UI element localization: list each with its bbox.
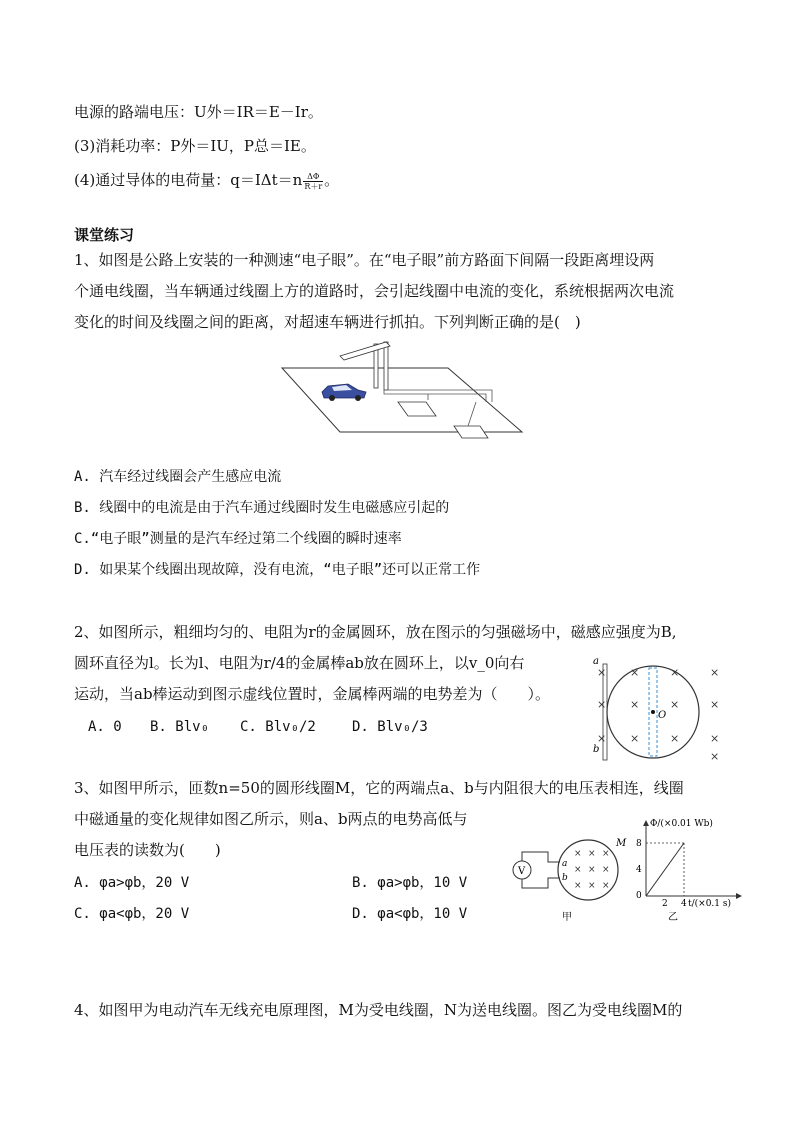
q3-line-1: 3、如图甲所示，匝数n=50的圆形线圈M，它的两端点a、b与内阻很大的电压表相连，线圈 <box>74 779 684 797</box>
q3-label-b: b <box>562 873 568 883</box>
q3-label-jia: 甲 <box>562 912 572 923</box>
svg-text:×: × <box>670 732 680 745</box>
q2-label-b: b <box>593 744 600 755</box>
q2-option-c: C. Blv₀/2 <box>240 719 316 735</box>
q2-option-a: A. 0 <box>88 719 122 735</box>
q3-coil-figure <box>510 816 746 928</box>
q2-label-o: O <box>658 710 667 721</box>
formula-charge-suffix: 。 <box>324 171 340 189</box>
q1-line-1: 1、如图是公路上安装的一种测速“电子眼”。在“电子眼”前方路面下间隔一段距离埋设两 <box>74 251 655 269</box>
svg-text:×: × <box>710 732 720 745</box>
svg-text:×: × <box>597 666 607 679</box>
svg-text:×: × <box>588 881 596 891</box>
section-title: 课堂练习 <box>74 226 135 244</box>
q1-option-b: B. 线圈中的电流是由于汽车通过线圈时发生电磁感应引起的 <box>74 500 450 516</box>
svg-text:×: × <box>670 666 680 679</box>
q3-y-tick-0: 0 <box>636 891 642 901</box>
svg-text:×: × <box>602 881 610 891</box>
svg-text:×: × <box>670 698 680 711</box>
fraction-denominator: R＋r <box>304 181 323 191</box>
q3-option-c: C. φa<φb，20 V <box>74 906 190 922</box>
svg-text:×: × <box>630 698 640 711</box>
svg-text:×: × <box>630 732 640 745</box>
svg-text:×: × <box>630 666 640 679</box>
fraction-numerator: ΔΦ <box>303 172 323 182</box>
q1-option-a: A. 汽车经过线圈会产生感应电流 <box>74 469 282 485</box>
formula-charge-prefix: (4)通过导体的电荷量：q＝IΔt＝n <box>74 171 303 189</box>
q2-option-d: D. Blv₀/3 <box>352 719 428 735</box>
formula-fraction <box>303 172 323 191</box>
svg-text:×: × <box>602 865 610 875</box>
q3-label-yi: 乙 <box>668 912 678 923</box>
q3-option-d: D. φa<φb，10 V <box>352 906 468 922</box>
q1-option-c: C.“电子眼”测量的是汽车经过第二个线圈的瞬时速率 <box>74 531 402 547</box>
formula-terminal-voltage: 电源的路端电压：U外＝IR＝E－Ir。 <box>74 103 323 121</box>
q3-label-v: V <box>518 866 526 877</box>
q3-line-2: 中磁通量的变化规律如图乙所示，则a、b两点的电势高低与 <box>74 810 468 828</box>
q1-line-2: 个通电线圈，当车辆通过线圈上方的道路时，会引起线圈中电流的变化，系统根据两次电流 <box>74 282 675 300</box>
q3-line-3: 电压表的读数为( ) <box>74 841 221 859</box>
q3-x-axis-label: t/(×0.1 s) <box>688 899 732 909</box>
svg-text:×: × <box>588 865 596 875</box>
q3-label-m: M <box>616 838 627 849</box>
svg-text:×: × <box>710 698 720 711</box>
q2-option-b: B. Blv₀ <box>150 719 210 735</box>
svg-text:×: × <box>574 849 582 859</box>
svg-text:×: × <box>574 881 582 891</box>
svg-text:×: × <box>602 849 610 859</box>
q3-option-a: A. φa>φb，20 V <box>74 875 190 891</box>
formula-power: (3)消耗功率：P外＝IU，P总＝IE。 <box>74 137 316 155</box>
q3-x-tick-4: 4 <box>681 899 687 909</box>
q1-line-3: 变化的时间及线圈之间的距离，对超速车辆进行抓拍。下列判断正确的是( ) <box>74 313 581 331</box>
q3-y-tick-4: 4 <box>636 865 642 875</box>
q2-line-2: 圆环直径为l。长为l、电阻为r/4的金属棒ab放在圆环上，以v_0向右 <box>74 654 525 672</box>
svg-text:×: × <box>710 666 720 679</box>
q3-x-tick-2: 2 <box>662 899 668 909</box>
q2-line-1: 2、如图所示，粗细均匀的、电阻为r的金属圆环，放在图示的匀强磁场中，磁感应强度为B, <box>74 623 677 641</box>
q1-road-figure <box>278 340 524 446</box>
q2-line-3: 运动，当ab棒运动到图示虚线位置时，金属棒两端的电势差为（ ）。 <box>74 685 551 703</box>
q3-label-a: a <box>562 859 568 869</box>
q3-y-tick-8: 8 <box>636 839 642 849</box>
q3-y-axis-label: Φ/(×0.01 Wb) <box>650 819 713 829</box>
svg-text:×: × <box>710 750 720 763</box>
q2-ring-figure <box>590 652 730 764</box>
q3-option-b: B. φa>φb，10 V <box>352 875 468 891</box>
q4-line-1: 4、如图甲为电动汽车无线充电原理图，M为受电线圈，N为送电线圈。图乙为受电线圈M的 <box>74 1001 683 1019</box>
svg-text:×: × <box>597 698 607 711</box>
q1-option-d: D. 如果某个线圈出现故障，没有电流，“电子眼”还可以正常工作 <box>74 562 481 578</box>
flux-line <box>646 843 684 896</box>
formula-charge <box>74 170 339 191</box>
q2-label-a: a <box>593 656 599 667</box>
svg-text:×: × <box>588 849 596 859</box>
svg-text:×: × <box>574 865 582 875</box>
svg-text:×: × <box>597 732 607 745</box>
